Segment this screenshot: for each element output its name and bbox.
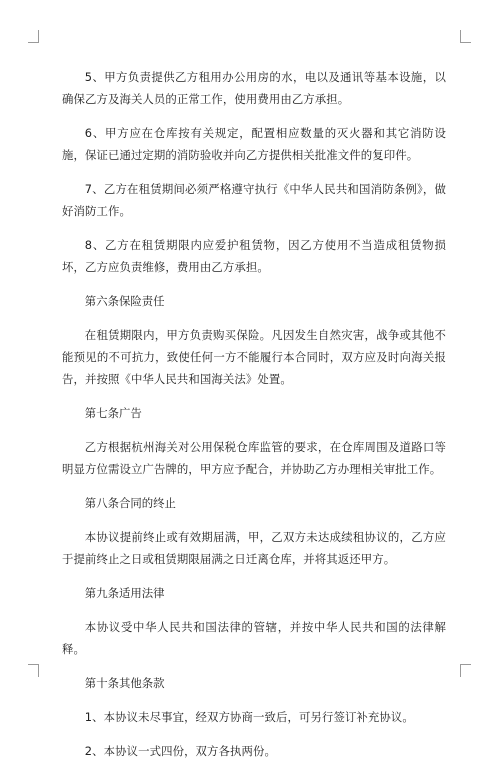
crop-mark-top-left bbox=[28, 30, 39, 43]
crop-mark-bottom-right bbox=[460, 664, 471, 677]
section-6-heading: 第六条保险责任 bbox=[84, 294, 165, 308]
section-7-heading: 第七条广告 bbox=[84, 406, 142, 420]
section-8-heading: 第八条合同的终止 bbox=[84, 496, 176, 510]
section-7-paragraph: 乙方根据杭州海关对公用保税仓库监管的要求，在仓库周围及道路口等明显方位需设立广告牌的，甲方应予配合，并协助乙方办理相关审批工作。 bbox=[62, 440, 446, 476]
section-8-paragraph: 本协议提前终止或有效期届满，甲，乙双方未达成续租协议的，乙方应于提前终止之日或租赁期限届满之日迁离仓库，并将其返还甲方。 bbox=[62, 530, 446, 566]
clause-5-paragraph: 5、甲方负责提供乙方租用办公用房的水，电以及通讯等基本设施，以确保乙方及海关人员的正常工作，使用费用由乙方承担。 bbox=[62, 70, 446, 106]
section-9-heading: 第九条适用法律 bbox=[84, 586, 165, 600]
clause-6-paragraph: 6、甲方应在仓库按有关规定，配置相应数量的灭火器和其它消防设施，保证已通过定期的消防验收并向乙方提供相关批准文件的复印件。 bbox=[62, 126, 446, 162]
section-6-paragraph: 在租赁期限内，甲方负责购买保险。凡因发生自然灾害，战争或其他不能预见的不可抗力，致使任何一方不能履行本合同时，双方应及时向海关报告，并按照《中华人民共和国海关法》处置。 bbox=[62, 328, 446, 386]
section-10-item-1: 1、本协议未尽事宜，经双方协商一致后，可另行签订补充协议。 bbox=[84, 710, 414, 724]
section-9-paragraph: 本协议受中华人民共和国法律的管辖，并按中华人民共和国的法律解释。 bbox=[62, 620, 446, 656]
crop-mark-bottom-left bbox=[28, 664, 39, 677]
crop-mark-top-right bbox=[460, 30, 471, 43]
clause-7-paragraph: 7、乙方在租赁期间必须严格遵守执行《中华人民共和国消防条例》，做好消防工作。 bbox=[62, 182, 446, 218]
section-10-heading: 第十条其他条款 bbox=[84, 676, 165, 690]
document-body bbox=[62, 66, 446, 774]
section-10-item-2: 2、本协议一式四份，双方各执两份。 bbox=[84, 744, 276, 758]
clause-8-paragraph: 8、乙方在租赁期限内应爱护租赁物，因乙方使用不当造成租赁物损坏，乙方应负责维修，费用由乙方承担。 bbox=[62, 238, 446, 274]
